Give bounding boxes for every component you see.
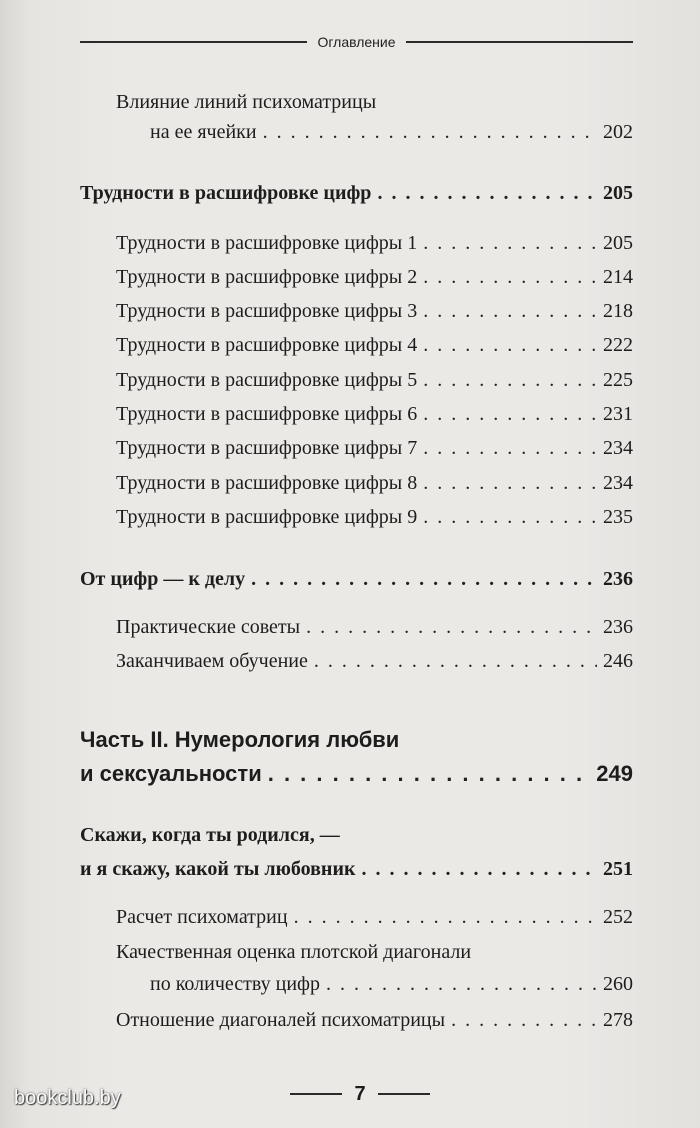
- leader-dots: [268, 762, 591, 786]
- toc-sub-label: Трудности в расшифровке цифры 5: [116, 369, 418, 391]
- toc-sub-label: Трудности в расшифровке цифры 2: [116, 266, 418, 288]
- toc-sub-page: 225: [603, 369, 633, 391]
- leader-dots: [423, 402, 597, 426]
- toc-entry-1[interactable]: [150, 120, 633, 144]
- leader-dots: [263, 120, 597, 144]
- toc-sub-page: 234: [603, 437, 633, 459]
- page-footer: [285, 1080, 435, 1108]
- toc-sub-1[interactable]: [116, 231, 633, 255]
- toc-entry-page: 246: [603, 650, 633, 672]
- leader-dots: [251, 567, 597, 591]
- toc-section-label: От цифр — к делу: [80, 568, 246, 590]
- toc-part2-line2: и сексуальности: [80, 761, 262, 786]
- toc-sub-8[interactable]: [116, 471, 633, 495]
- toc-entry-diagonal[interactable]: [150, 972, 633, 996]
- toc-sub-6[interactable]: [116, 402, 633, 426]
- watermark: bookclub.by: [14, 1087, 121, 1109]
- leader-dots: [377, 181, 597, 205]
- toc-entry-page: 236: [603, 616, 633, 638]
- toc-sub-2[interactable]: [116, 265, 633, 289]
- toc-sub-label: Трудности в расшифровке цифры 9: [116, 506, 418, 528]
- toc-entry-1-line1: Влияние линий психоматрицы: [116, 91, 377, 113]
- toc-sub-page: 205: [603, 232, 633, 254]
- toc-entry-practical-tips[interactable]: [116, 615, 633, 639]
- footer-rule-right: [378, 1093, 430, 1095]
- toc-sub-page: 235: [603, 506, 633, 528]
- toc-part2-line1: Часть II. Нумерология любви: [80, 727, 400, 752]
- toc-sub-page: 231: [603, 403, 633, 425]
- toc-section-tell-me-line2: и я скажу, какой ты любовник: [80, 858, 356, 880]
- toc-section-difficulties[interactable]: [80, 181, 633, 205]
- toc-entry-1-page: 202: [603, 121, 633, 143]
- toc-entry-diagonal-line1: Качественная оценка плотской диагонали: [116, 941, 472, 963]
- header-rule-right: [406, 41, 633, 43]
- header-title: Оглавление: [317, 34, 396, 50]
- toc-sub-3[interactable]: [116, 299, 633, 323]
- leader-dots: [423, 368, 597, 392]
- toc-section-label: Трудности в расшифровке цифр: [80, 182, 372, 204]
- toc-sub-label: Трудности в расшифровке цифры 3: [116, 300, 418, 322]
- toc-entry-label: Отношение диагоналей психоматрицы: [116, 1009, 446, 1031]
- toc-sub-label: Трудности в расшифровке цифры 8: [116, 472, 418, 494]
- toc-sub-label: Трудности в расшифровке цифры 7: [116, 437, 418, 459]
- toc-sub-label: Трудности в расшифровке цифры 6: [116, 403, 418, 425]
- leader-dots: [306, 615, 597, 639]
- leader-dots: [423, 231, 597, 255]
- header-rule-left: [80, 41, 307, 43]
- leader-dots: [423, 436, 597, 460]
- leader-dots: [423, 505, 597, 529]
- running-header: [80, 30, 633, 54]
- toc-sub-page: 214: [603, 266, 633, 288]
- toc-sub-4[interactable]: [116, 333, 633, 357]
- toc-section-page: 251: [603, 858, 633, 880]
- toc-sub-page: 222: [603, 334, 633, 356]
- footer-rule-left: [290, 1093, 342, 1095]
- toc-sub-page: 218: [603, 300, 633, 322]
- leader-dots: [451, 1008, 597, 1032]
- toc-part2[interactable]: [80, 762, 633, 786]
- toc-sub-9[interactable]: [116, 505, 633, 529]
- toc-sub-page: 234: [603, 472, 633, 494]
- toc-entry-1-line2: на ее ячейки: [150, 121, 257, 143]
- toc-sub-5[interactable]: [116, 368, 633, 392]
- toc-entry-diagonals-relation[interactable]: [116, 1008, 633, 1032]
- toc-section-from-digits[interactable]: [80, 567, 633, 591]
- leader-dots: [423, 265, 597, 289]
- leader-dots: [423, 471, 597, 495]
- toc-entry-page: 260: [603, 973, 633, 995]
- leader-dots: [423, 299, 597, 323]
- toc-entry-label: Заканчиваем обучение: [116, 650, 308, 672]
- toc-section-page: 205: [603, 182, 633, 204]
- toc-sub-label: Трудности в расшифровке цифры 4: [116, 334, 418, 356]
- toc-sub-label: Трудности в расшифровке цифры 1: [116, 232, 418, 254]
- toc-entry-finish-training[interactable]: [116, 649, 633, 673]
- leader-dots: [423, 333, 597, 357]
- toc-section-tell-me-line1: Скажи, когда ты родился, —: [80, 824, 340, 846]
- toc-part2-page: 249: [596, 761, 633, 786]
- toc-section-page: 236: [603, 568, 633, 590]
- leader-dots: [326, 972, 597, 996]
- toc-section-tell-me[interactable]: [80, 857, 633, 881]
- toc-entry-page: 252: [603, 906, 633, 928]
- toc-entry-diagonal-line2: по количеству цифр: [150, 973, 320, 995]
- toc-entry-psychomatrix-calc[interactable]: [116, 905, 633, 929]
- page-number: 7: [354, 1082, 366, 1105]
- leader-dots: [294, 905, 597, 929]
- toc-entry-label: Практические советы: [116, 616, 301, 638]
- leader-dots: [314, 649, 597, 673]
- toc-entry-label: Расчет психоматриц: [116, 906, 288, 928]
- toc-sub-7[interactable]: [116, 436, 633, 460]
- toc-entry-page: 278: [603, 1009, 633, 1031]
- leader-dots: [362, 857, 598, 881]
